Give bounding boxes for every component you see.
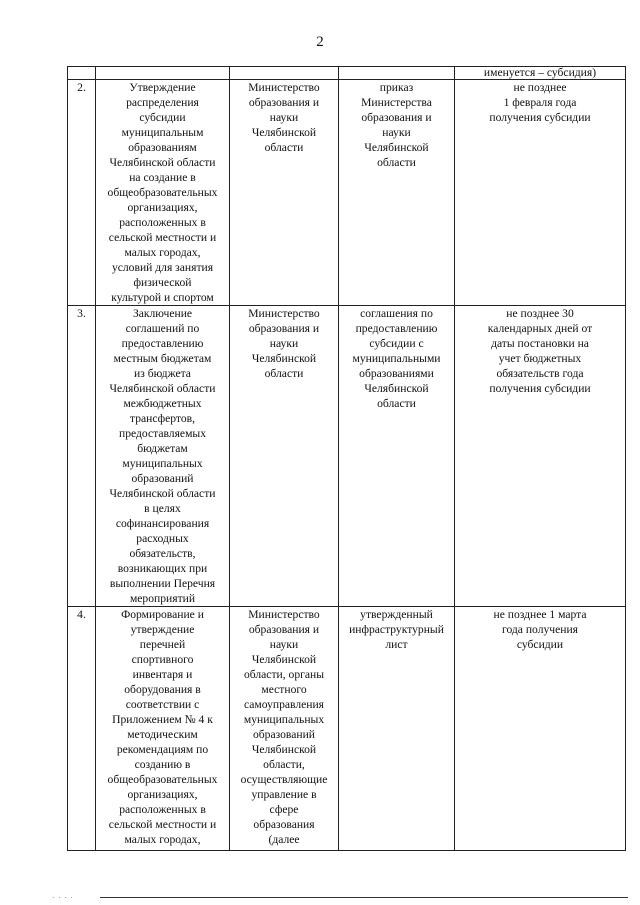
cell-responsible [230, 607, 339, 851]
cell-line: получения субсидии [489, 382, 591, 395]
scan-mark: · · · · [52, 894, 74, 902]
cell-line: Министерства [361, 96, 432, 109]
cell-line: именуется – субсидия) [483, 66, 597, 79]
cell-line: учет бюджетных [498, 352, 582, 365]
cell-line: Челябинской [251, 126, 317, 139]
cell-line: обязательств, [129, 547, 196, 560]
cell-line: расположенных в [119, 216, 206, 229]
cell-text [457, 607, 623, 652]
cell-text [457, 80, 623, 125]
cell-line: трансфертов, [129, 412, 196, 425]
cell-line: организациях, [127, 788, 198, 801]
cell-line: образований [252, 728, 316, 741]
cell-line: обязательств года [496, 367, 584, 380]
cell-text [341, 306, 452, 411]
cell-line: малых городах, [124, 833, 201, 846]
cell-line: образования и [361, 111, 432, 124]
cell-text [98, 607, 227, 847]
cell-deadline [455, 607, 626, 851]
cell-line: Челябинской [364, 382, 429, 395]
cell-line: из бюджета [134, 367, 191, 380]
cell-line: Челябинской области [109, 156, 216, 169]
cell-num: 2. [68, 80, 96, 306]
cell-line: образованиями [359, 367, 434, 380]
cell-line: не позднее [513, 81, 567, 94]
cell-line: культурой и спортом [111, 291, 214, 304]
cell-line: малых городах, [124, 246, 201, 259]
cell-document [339, 607, 455, 851]
cell-line: области [377, 397, 416, 410]
table-row [68, 607, 626, 851]
table-row [68, 80, 626, 306]
cell-line: утвержденный [360, 608, 433, 621]
cell-line: сфере [269, 803, 299, 816]
cell-line: сельской местности и [108, 231, 217, 244]
cell-responsible [230, 306, 339, 607]
cell-line: образований [131, 472, 194, 485]
cell-action [96, 67, 230, 80]
cell-line: образованиям [128, 141, 197, 154]
cell-line: созданию в [134, 758, 191, 771]
cell-line: области, [263, 758, 305, 771]
cell-line: Челябинской [251, 653, 317, 666]
cell-num [68, 67, 96, 80]
cell-text [341, 607, 452, 652]
cell-document [339, 80, 455, 306]
cell-line: условий для занятия [111, 261, 214, 274]
cell-line: области [264, 367, 304, 380]
cell-line: образования и [248, 322, 320, 335]
bottom-rule [100, 897, 628, 898]
cell-line: даты постановки на [491, 337, 589, 350]
cell-line: области, органы [243, 668, 325, 681]
cell-line: Челябинской области [109, 382, 216, 395]
cell-text [98, 80, 227, 305]
cell-line: общеобразовательных [107, 186, 218, 199]
cell-line: Заключение [132, 307, 193, 320]
cell-line: мероприятий [129, 592, 196, 605]
cell-line: Министерство [248, 608, 320, 621]
cell-line: календарных дней от [487, 322, 593, 335]
cell-line: не позднее 1 марта [493, 608, 587, 621]
cell-line: (далее [268, 833, 300, 846]
cell-line: местным бюджетам [113, 352, 212, 365]
cell-line: не позднее 30 [506, 307, 574, 320]
cell-line: в целях [144, 502, 181, 515]
cell-line: муниципальными [352, 352, 441, 365]
cell-line: науки [269, 337, 299, 350]
cell-line: Челябинской [251, 352, 317, 365]
cell-line: муниципальных [122, 457, 203, 470]
cell-line: соответствии с [125, 698, 200, 711]
cell-responsible [230, 67, 339, 80]
cell-line: софинансирования [115, 517, 210, 530]
cell-line: предоставлению [355, 322, 438, 335]
cell-line: расходных [136, 532, 189, 545]
cell-line: приказ [379, 81, 414, 94]
cell-text [232, 80, 336, 155]
cell-deadline [455, 67, 626, 80]
table-row [68, 306, 626, 607]
cell-line: образования [253, 818, 315, 831]
cell-line: на создание в [129, 171, 196, 184]
cell-line: расположенных в [119, 803, 206, 816]
cell-text [457, 306, 623, 396]
cell-text [232, 607, 336, 847]
cell-deadline [455, 80, 626, 306]
cell-line: науки [269, 111, 299, 124]
cell-line: получения субсидии [489, 111, 591, 124]
cell-line: предоставляемых [119, 427, 206, 440]
cell-line: самоуправления [243, 698, 325, 711]
cell-text [457, 67, 623, 79]
cell-line: 1 февраля года [503, 96, 577, 109]
cell-line: инфраструктурный [349, 623, 444, 636]
cell-text [232, 306, 336, 381]
cell-line: соглашений по [125, 322, 200, 335]
cell-action [96, 306, 230, 607]
cell-line: субсидии с [369, 337, 424, 350]
cell-responsible [230, 80, 339, 306]
table-row [68, 67, 626, 80]
cell-line: субсидии [516, 638, 564, 651]
cell-line: возникающих при [117, 562, 208, 575]
cell-line: распределения [126, 96, 199, 109]
cell-text [341, 80, 452, 170]
cell-line: Челябинской [364, 141, 429, 154]
cell-line: местного [261, 683, 307, 696]
cell-line: лист [385, 638, 408, 651]
cell-line: года получения [501, 623, 579, 636]
measures-table [67, 66, 626, 851]
cell-document [339, 306, 455, 607]
cell-line: спортивного [131, 653, 194, 666]
cell-line: Утверждение [129, 81, 196, 94]
cell-line: Формирование и [121, 608, 204, 621]
cell-line: организациях, [127, 201, 198, 214]
cell-deadline [455, 306, 626, 607]
cell-action [96, 80, 230, 306]
page-number: 2 [316, 34, 324, 50]
cell-line: общеобразовательных [107, 773, 218, 786]
cell-document [339, 67, 455, 80]
cell-line: Приложением № 4 к [112, 713, 213, 726]
cell-text [98, 306, 227, 606]
cell-line: методическим [127, 728, 198, 741]
cell-line: выполнении Перечня [109, 577, 216, 590]
cell-line: образования и [248, 623, 320, 636]
cell-line: Челябинской области [109, 487, 216, 500]
cell-line: области [377, 156, 416, 169]
cell-line: соглашения по [360, 307, 433, 320]
cell-line: сельской местности и [108, 818, 217, 831]
cell-action [96, 607, 230, 851]
cell-line: субсидии [139, 111, 186, 124]
cell-line: науки [269, 638, 299, 651]
cell-line: муниципальным [121, 126, 204, 139]
cell-line: науки [382, 126, 411, 139]
cell-line: муниципальных [243, 713, 325, 726]
cell-line: утверждение [130, 623, 195, 636]
cell-line: области [264, 141, 304, 154]
cell-line: осуществляющие [240, 773, 328, 786]
cell-line: бюджетам [137, 442, 188, 455]
cell-line: инвентаря и [132, 668, 193, 681]
cell-num: 4. [68, 607, 96, 851]
cell-line: Челябинской [251, 743, 317, 756]
cell-line: управление в [251, 788, 317, 801]
cell-line: Министерство [248, 81, 320, 94]
cell-line: предоставлению [121, 337, 204, 350]
cell-line: рекомендациям по [116, 743, 209, 756]
cell-line: образования и [248, 96, 320, 109]
cell-line: физической [133, 276, 192, 289]
cell-line: перечней [139, 638, 186, 651]
cell-line: Министерство [248, 307, 320, 320]
cell-num: 3. [68, 306, 96, 607]
cell-line: межбюджетных [123, 397, 202, 410]
cell-line: оборудования в [124, 683, 201, 696]
